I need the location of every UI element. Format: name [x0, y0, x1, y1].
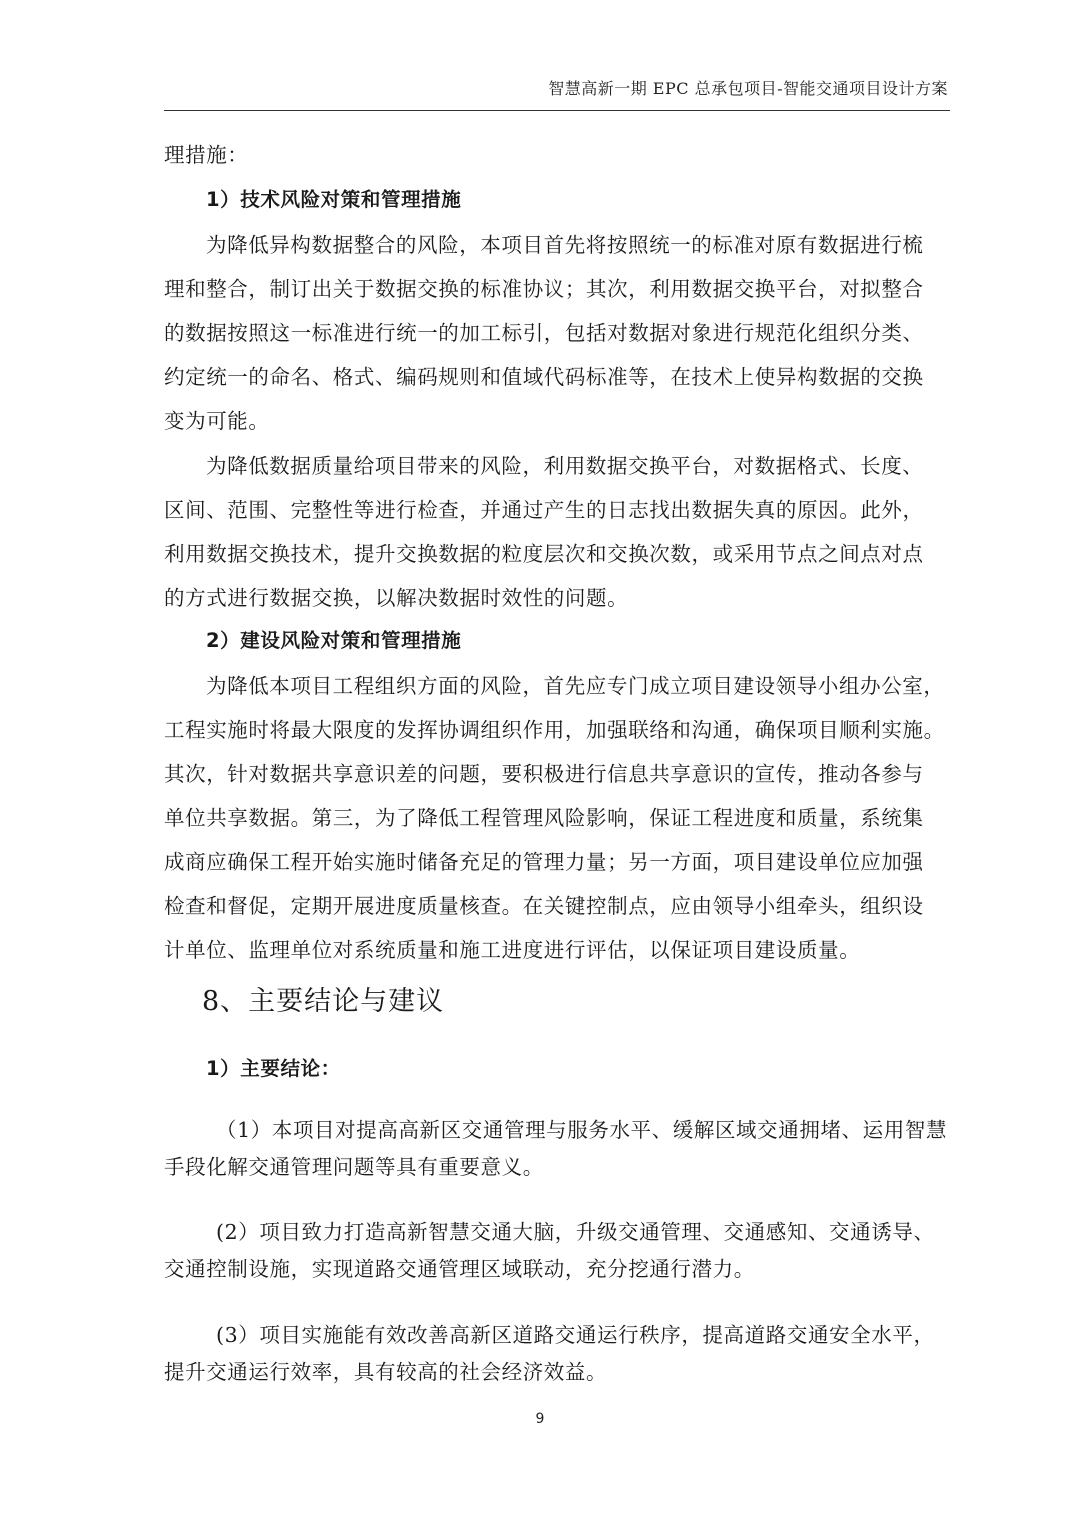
paragraph-line: 区间、范围、完整性等进行检查，并通过产生的日志找出数据失真的原因。此外， — [164, 498, 924, 522]
page-number: 9 — [535, 1411, 545, 1427]
conclusion-line: 交通控制设施，实现道路交通管理区域联动，充分挖通行潜力。 — [164, 1257, 755, 1281]
conclusion-line: (3）项目实施能有效改善高新区道路交通运行秩序，提高道路交通安全水平， — [216, 1323, 935, 1347]
page-header-title: 智慧高新一期 EPC 总承包项目-智能交通项目设计方案 — [548, 79, 948, 98]
header-divider — [164, 110, 950, 111]
conclusion-line: 手段化解交通管理问题等具有重要意义。 — [164, 1155, 544, 1179]
paragraph-line: 检查和督促，定期开展进度质量核查。在关键控制点，应由领导小组牵头，组织设 — [164, 894, 924, 918]
subheading-conclusions: 1）主要结论： — [206, 1057, 341, 1080]
subheading-construction-risk: 2）建设风险对策和管理措施 — [206, 629, 462, 652]
paragraph-line: 成商应确保工程开始实施时储备充足的管理力量；另一方面，项目建设单位应加强 — [164, 850, 924, 874]
paragraph-line: 的数据按照这一标准进行统一的加工标引，包括对数据对象进行规范化组织分类、 — [164, 321, 924, 345]
paragraph-line: 为降低数据质量给项目带来的风险，利用数据交换平台，对数据格式、长度、 — [206, 454, 924, 478]
paragraph-line: 利用数据交换技术，提升交换数据的粒度层次和交换次数，或采用节点之间点对点 — [164, 542, 924, 566]
paragraph-line: 工程实施时将最大限度的发挥协调组织作用，加强联络和沟通，确保项目顺利实施。 — [164, 718, 945, 742]
paragraph-line: 单位共享数据。第三，为了降低工程管理风险影响，保证工程进度和质量，系统集 — [164, 806, 924, 830]
section-heading: 8、主要结论与建议 — [202, 986, 445, 1017]
continued-line: 理措施： — [164, 143, 249, 167]
conclusion-line: 提升交通运行效率，具有较高的社会经济效益。 — [164, 1360, 608, 1384]
paragraph-line: 其次，针对数据共享意识差的问题，要积极进行信息共享意识的宣传，推动各参与 — [164, 762, 924, 786]
subheading-technical-risk: 1）技术风险对策和管理措施 — [206, 188, 462, 211]
paragraph-line: 为降低异构数据整合的风险，本项目首先将按照统一的标准对原有数据进行梳 — [206, 233, 924, 257]
paragraph-line: 变为可能。 — [164, 409, 270, 433]
paragraph-line: 为降低本项目工程组织方面的风险，首先应专门成立项目建设领导小组办公室， — [206, 674, 945, 698]
paragraph-line: 计单位、监理单位对系统质量和施工进度进行评估，以保证项目建设质量。 — [164, 938, 861, 962]
paragraph-line: 的方式进行数据交换，以解决数据时效性的问题。 — [164, 586, 629, 610]
conclusion-line: (2）项目致力打造高新智慧交通大脑，升级交通管理、交通感知、交通诱导、 — [216, 1220, 935, 1244]
paragraph-line: 约定统一的命名、格式、编码规则和值域代码标准等，在技术上使异构数据的交换 — [164, 365, 924, 389]
paragraph-line: 理和整合，制订出关于数据交换的标准协议；其次，利用数据交换平台，对拟整合 — [164, 277, 924, 301]
conclusion-line: （1）本项目对提高高新区交通管理与服务水平、缓解区域交通拥堵、运用智慧 — [216, 1118, 948, 1142]
